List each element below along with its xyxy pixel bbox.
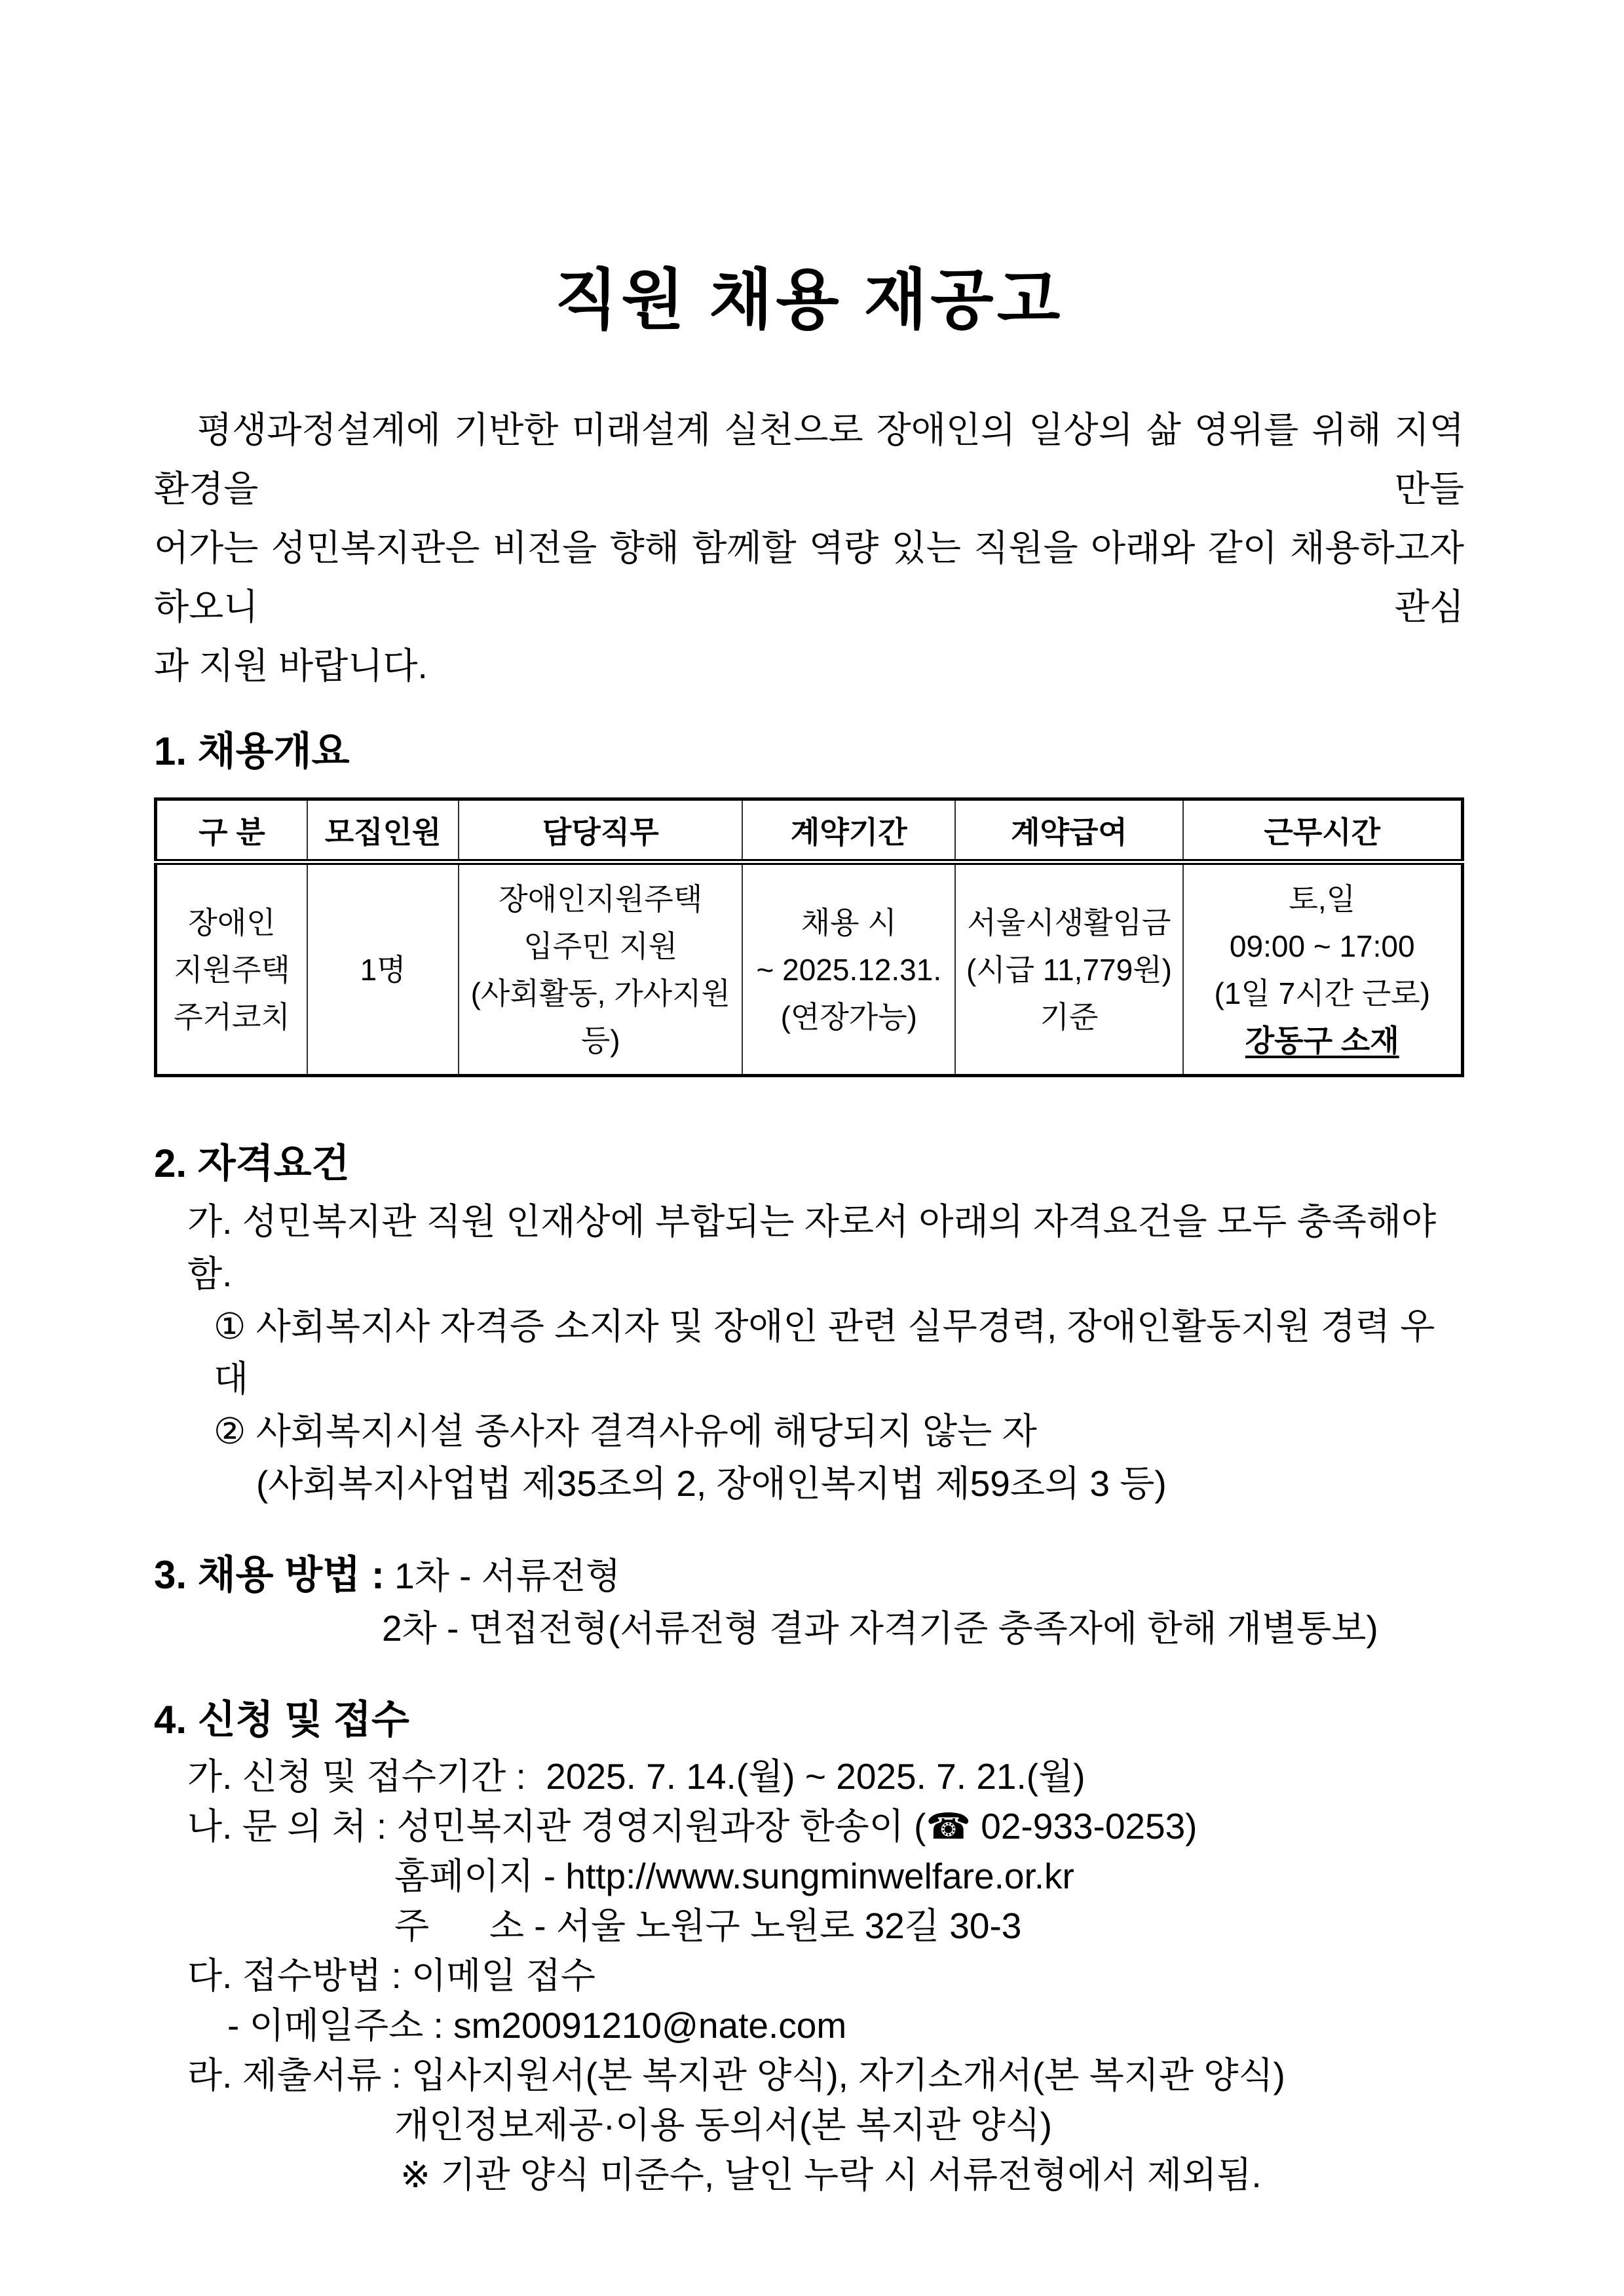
cell-period: [742, 862, 955, 1076]
application-documents: 라. 제출서류 : 입사지원서(본 복지관 양식), 자기소개서(본 복지관 양식): [187, 2055, 1285, 2095]
col-header-headcount: 모집인원: [307, 799, 459, 862]
section-qualifications-heading: 2. 자격요건: [154, 1141, 350, 1185]
hours-location-highlight: 강동구 소재: [1245, 1023, 1399, 1058]
col-header-salary: 계약급여: [955, 799, 1182, 862]
cell-category: [156, 862, 307, 1076]
qualification-item-2: ② 사회복지시설 종사자 결격사유에 해당되지 않는 자: [214, 1411, 1037, 1451]
section-overview-heading: 1. 채용개요: [154, 729, 350, 773]
application-email: - 이메일주소 : sm20091210@nate.com: [227, 2005, 847, 2046]
category-line: 장애인: [188, 905, 276, 940]
section-method-heading: 3. 채용 방법 :: [154, 1553, 385, 1597]
duty-line: 입주민 지원: [523, 928, 678, 963]
method-step-1-text: 1차 - 서류전형: [394, 1556, 621, 1596]
period-line: (연장가능): [780, 999, 917, 1034]
category-line: 지원주택: [174, 952, 290, 987]
cell-salary: [955, 862, 1182, 1076]
col-header-hours: 근무시간: [1183, 799, 1463, 862]
category-line: 주거코치: [174, 999, 290, 1034]
section-method: [154, 1549, 1464, 1655]
application-address: 주 소 - 서울 노원구 노원로 32길 30-3: [394, 1905, 1022, 1946]
salary-line: 기준: [1040, 999, 1099, 1034]
period-line: 채용 시: [801, 905, 897, 940]
salary-line: 서울시생활임금: [967, 905, 1171, 940]
hours-line: (1일 7시간 근로): [1214, 976, 1431, 1010]
headcount-value: 1명: [360, 952, 406, 987]
cell-duty: [459, 862, 742, 1076]
application-warning-note: ※ 기관 양식 미준수, 날인 누락 시 서류전형에서 제외됨.: [400, 2154, 1262, 2195]
method-step-2: 2차 - 면접전형(서류전형 결과 자격기준 충족자에 한해 개별통보): [382, 1608, 1378, 1649]
document-content: [154, 265, 1464, 2200]
application-homepage: 홈페이지 - http://www.sungminwelfare.or.kr: [394, 1856, 1074, 1896]
recruitment-overview-table: [154, 797, 1464, 1077]
application-method: 다. 접수방법 : 이메일 접수: [187, 1955, 595, 1996]
col-header-period: 계약기간: [742, 799, 955, 862]
qualification-item-ga: 가. 성민복지관 직원 인재상에 부합되는 자로서 아래의 자격요건을 모두 충족해야 함.: [187, 1201, 1446, 1294]
intro-line-2: 어가는 성민복지관은 비전을 향해 함께할 역량 있는 직원을 아래와 같이 채용하고자 하오니 관심: [154, 527, 1464, 627]
col-header-category: 구 분: [156, 799, 307, 862]
method-step-1: [385, 1556, 620, 1596]
qualification-item-1: ① 사회복지사 자격증 소지자 및 장애인 관련 실무경력, 장애인활동지원 경력 우대: [214, 1306, 1435, 1399]
salary-line: (시급 11,779원): [966, 952, 1172, 987]
section-application-heading: 4. 신청 및 접수: [154, 1698, 409, 1742]
duty-line: 장애인지원주택: [499, 881, 703, 916]
hours-line: 09:00 ~ 17:00: [1229, 928, 1415, 963]
period-line: ~ 2025.12.31.: [756, 952, 942, 987]
recruitment-table-wrapper: [154, 797, 1464, 1077]
cell-hours: [1183, 862, 1463, 1076]
hours-line: 토,일: [1289, 881, 1356, 916]
intro-paragraph: [154, 400, 1464, 695]
document-title: 직원 채용 재공고: [554, 263, 1064, 337]
intro-line-1: 평생과정설계에 기반한 미래설계 실천으로 장애인의 일상의 삶 영위를 위해 지역환경을 만들: [154, 410, 1464, 509]
cell-headcount: [307, 862, 459, 1076]
application-period: 가. 신청 및 접수기간 : 2025. 7. 14.(월) ~ 2025. 7. 21.(월): [187, 1756, 1086, 1797]
col-header-duty: 담당직무: [459, 799, 742, 862]
qualification-law-note: (사회복지사업법 제35조의 2, 장애인복지법 제59조의 3 등): [256, 1463, 1167, 1504]
intro-line-3: 과 지원 바랍니다.: [154, 645, 428, 686]
duty-line: (사회활동, 가사지원 등): [470, 976, 739, 1058]
method-heading-line: [154, 1549, 1464, 1602]
application-documents-2: 개인정보제공·이용 동의서(본 복지관 양식): [394, 2105, 1052, 2145]
table-header-row: [156, 799, 1463, 862]
application-list: [154, 1751, 1464, 2200]
qualifications-list: [154, 1195, 1464, 1510]
table-data-row: [156, 862, 1463, 1076]
application-contact: 나. 문 의 처 : 성민복지관 경영지원과장 한송이 (☎ 02-933-0253): [187, 1806, 1198, 1846]
